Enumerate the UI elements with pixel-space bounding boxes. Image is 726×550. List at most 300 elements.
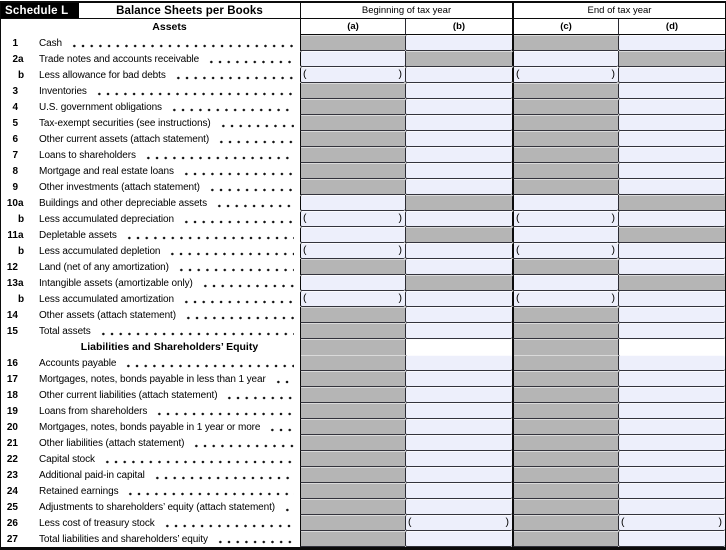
table-row	[1, 275, 725, 291]
row-label: Depletable assets	[39, 229, 117, 241]
row-label: Mortgages, notes, bonds payable in 1 year or more	[39, 421, 261, 433]
row-label-cell	[1, 83, 300, 99]
cell-d-input-field[interactable]	[618, 67, 725, 83]
cell-a-shaded	[300, 115, 405, 131]
cell-a-shaded	[300, 531, 405, 547]
table-row	[1, 35, 725, 51]
table-body	[1, 35, 725, 547]
row-label: Mortgage and real estate loans	[39, 165, 174, 177]
row-label: Land (net of any amortization)	[39, 261, 169, 273]
cell-d-input-field[interactable]	[618, 259, 725, 275]
cell-c-shaded	[512, 115, 618, 131]
row-label-cell	[1, 115, 300, 131]
row-label: Total liabilities and shareholders’ equity	[39, 533, 208, 545]
row-label-cell	[1, 531, 300, 547]
cell-b-shaded	[405, 227, 512, 243]
cell-b-input-field[interactable]	[405, 499, 512, 515]
cell-b-input-field[interactable]	[405, 419, 512, 435]
cell-c-shaded	[512, 467, 618, 483]
cell-c-shaded	[512, 259, 618, 275]
cell-c-input-field[interactable]	[512, 195, 618, 211]
dot-leader	[215, 195, 294, 211]
table-row	[1, 67, 725, 83]
row-label-cell	[1, 147, 300, 163]
dot-leader	[225, 387, 294, 403]
table-row	[1, 131, 725, 147]
row-label-cell	[1, 371, 300, 387]
cell-d-shaded	[618, 51, 725, 67]
table-row	[1, 419, 725, 435]
cell-b-input-field[interactable]	[405, 355, 512, 371]
cell-a-shaded	[300, 99, 405, 115]
cell-a-shaded	[300, 483, 405, 499]
cell-c-shaded	[512, 451, 618, 467]
dot-leader	[217, 131, 294, 147]
row-label-cell	[1, 387, 300, 403]
cell-c-input-field[interactable]	[512, 51, 618, 67]
row-label-cell	[1, 499, 300, 515]
table-row	[1, 163, 725, 179]
row-number: 27	[6, 533, 18, 545]
dot-leader	[274, 371, 294, 387]
table-row	[1, 467, 725, 483]
row-number: 25	[6, 501, 18, 513]
cell-b-input-field[interactable]	[405, 179, 512, 195]
dot-leader	[219, 115, 294, 131]
row-number: 24	[6, 485, 18, 497]
table-row	[1, 83, 725, 99]
cell-c-shaded	[512, 35, 618, 51]
cell-a-shaded	[300, 371, 405, 387]
row-number: 10	[6, 197, 18, 209]
row-label-cell	[1, 163, 300, 179]
cell-b-input-field[interactable]	[405, 131, 512, 147]
row-label: Buildings and other depreciable assets	[39, 197, 207, 209]
cell-b-input-field[interactable]	[405, 435, 512, 451]
table-row	[1, 355, 725, 371]
row-label-cell	[1, 67, 300, 83]
cell-b-shaded	[405, 195, 512, 211]
dot-leader	[170, 99, 294, 115]
row-label: Inventories	[39, 85, 87, 97]
cell-b-input-field[interactable]	[405, 467, 512, 483]
dot-leader	[125, 227, 294, 243]
table-row	[1, 323, 725, 339]
column-header-d: (d)	[618, 19, 725, 35]
cell-a-input-field[interactable]	[300, 227, 405, 243]
row-number: 7	[12, 149, 18, 161]
cell-d-input-field[interactable]	[618, 355, 725, 371]
beginning-of-tax-year-header: Beginning of tax year	[300, 3, 512, 18]
cell-b-input-field[interactable]	[405, 243, 512, 259]
cell-b-input-field[interactable]	[405, 371, 512, 387]
cell-d-input-field[interactable]	[618, 179, 725, 195]
row-number: 1	[12, 37, 18, 49]
cell-a-input-field[interactable]	[300, 67, 405, 83]
table-row	[1, 307, 725, 323]
cell-c-shaded	[512, 355, 618, 371]
cell-b-input-field[interactable]	[405, 211, 512, 227]
cell-c-input-field[interactable]	[512, 275, 618, 291]
cell-c-input-field[interactable]	[512, 243, 618, 259]
cell-d-input-field[interactable]	[618, 451, 725, 467]
dot-leader	[283, 499, 294, 515]
paren-open: (	[303, 68, 307, 80]
dot-leader	[216, 531, 294, 547]
cell-d-input-field[interactable]	[618, 323, 725, 339]
row-number: 18	[6, 389, 18, 401]
cell-a-shaded	[300, 323, 405, 339]
row-number: 15	[6, 325, 18, 337]
paren-close: )	[718, 516, 722, 528]
cell-c-shaded	[512, 323, 618, 339]
table-row	[1, 243, 725, 259]
dot-leader	[99, 323, 294, 339]
row-label-cell	[1, 355, 300, 371]
row-number: 26	[6, 517, 18, 529]
cell-b-input-field[interactable]	[405, 99, 512, 115]
row-label: Less accumulated amortization	[39, 293, 174, 305]
cell-d-input-field[interactable]	[618, 35, 725, 51]
cell-b-input-field[interactable]	[405, 483, 512, 499]
cell-c-shaded	[512, 419, 618, 435]
table-row	[1, 211, 725, 227]
row-label: Less allowance for bad debts	[39, 69, 166, 81]
dot-leader	[201, 275, 294, 291]
cell-d-input-field[interactable]	[618, 435, 725, 451]
schedule-badge	[1, 3, 79, 18]
paren-open: (	[516, 212, 520, 224]
row-number: 17	[6, 373, 18, 385]
cell-d-input-field[interactable]	[618, 387, 725, 403]
row-number: 21	[6, 437, 18, 449]
row-number: 22	[6, 453, 18, 465]
table-row	[1, 147, 725, 163]
row-label-cell	[1, 35, 300, 51]
cell-d-shaded	[618, 227, 725, 243]
row-label: Adjustments to shareholders’ equity (attach statement)	[39, 501, 276, 513]
row-label: Trade notes and accounts receivable	[39, 53, 200, 65]
row-number: 2	[12, 53, 18, 65]
table-row	[1, 371, 725, 387]
cell-d-input-field[interactable]	[618, 515, 725, 531]
cell-d-input-field[interactable]	[618, 403, 725, 419]
dot-leader	[177, 259, 294, 275]
schedule-badge-label: Schedule L	[5, 4, 69, 17]
row-number: 6	[12, 133, 18, 145]
table-row	[1, 195, 725, 211]
row-number-suffix: a	[18, 197, 24, 209]
cell-c-input-field[interactable]	[512, 67, 618, 83]
dot-leader	[103, 451, 294, 467]
cell-a-input-field[interactable]	[300, 211, 405, 227]
cell-a-shaded	[300, 163, 405, 179]
cell-d-input-field[interactable]	[618, 531, 725, 547]
dot-leader	[70, 35, 294, 51]
row-label: Loans from shareholders	[39, 405, 148, 417]
paren-open: (	[516, 244, 520, 256]
cell-a-input-field[interactable]	[300, 243, 405, 259]
paren-open: (	[516, 68, 520, 80]
row-label-cell	[1, 227, 300, 243]
cell-b-input-field[interactable]	[405, 147, 512, 163]
row-number-suffix: b	[18, 245, 25, 257]
row-label: Total assets	[39, 325, 91, 337]
row-number: 3	[12, 85, 18, 97]
cell-d-input-field[interactable]	[618, 307, 725, 323]
cell-b-input-field[interactable]	[405, 451, 512, 467]
dot-leader	[182, 291, 294, 307]
row-label: Cash	[39, 37, 62, 49]
row-number-suffix: a	[18, 277, 24, 289]
cell-a-shaded	[300, 467, 405, 483]
row-label: Tax-exempt securities (see instructions)	[39, 117, 211, 129]
cell-d-input-field[interactable]	[618, 371, 725, 387]
cell-a-shaded	[300, 131, 405, 147]
cell-b-input-field[interactable]	[405, 515, 512, 531]
paren-open: (	[516, 292, 520, 304]
cell-a-shaded	[300, 147, 405, 163]
cell-a-shaded	[300, 83, 405, 99]
table-row	[1, 259, 725, 275]
dot-leader	[182, 163, 294, 179]
row-label: Retained earnings	[39, 485, 119, 497]
row-number: 9	[12, 181, 18, 193]
paren-open: (	[621, 516, 625, 528]
table-row	[1, 115, 725, 131]
row-label-cell	[1, 275, 300, 291]
column-header-row	[1, 19, 725, 35]
cell-c-shaded	[512, 531, 618, 547]
row-label-cell	[1, 467, 300, 483]
cell-d-input-field[interactable]	[618, 211, 725, 227]
cell-b-input-field[interactable]	[405, 531, 512, 547]
cell-a-shaded	[300, 419, 405, 435]
dot-leader	[192, 435, 294, 451]
table-row	[1, 99, 725, 115]
cell-b-input-field[interactable]	[405, 67, 512, 83]
row-label-cell	[1, 403, 300, 419]
row-label-cell	[1, 99, 300, 115]
row-label-cell	[1, 243, 300, 259]
row-label: Intangible assets (amortizable only)	[39, 277, 193, 289]
row-number: 13	[6, 277, 18, 289]
paren-close: )	[398, 68, 402, 80]
cell-b-input-field[interactable]	[405, 163, 512, 179]
dot-leader	[95, 83, 294, 99]
cell-d-input-field[interactable]	[618, 99, 725, 115]
row-number: 23	[6, 469, 18, 481]
cell-a-shaded	[300, 259, 405, 275]
cell-a-shaded	[300, 403, 405, 419]
dot-leader	[174, 67, 294, 83]
cell-a-shaded	[300, 451, 405, 467]
row-label-cell	[1, 51, 300, 67]
end-of-tax-year-header: End of tax year	[512, 3, 725, 18]
row-label: U.S. government obligations	[39, 101, 162, 113]
table-row	[1, 291, 725, 307]
dot-leader	[184, 307, 294, 323]
cell-c-shaded	[512, 83, 618, 99]
row-number: 16	[6, 357, 18, 369]
cell-a-shaded	[300, 179, 405, 195]
cell-a-shaded	[300, 435, 405, 451]
cell-a-shaded	[300, 355, 405, 371]
table-title: Balance Sheets per Books	[116, 4, 263, 17]
row-number: 20	[6, 421, 18, 433]
row-label: Capital stock	[39, 453, 95, 465]
cell-c-input-field[interactable]	[512, 227, 618, 243]
dot-leader	[144, 147, 294, 163]
section-header-row	[1, 339, 725, 355]
cell-a-input-field[interactable]	[300, 275, 405, 291]
cell-d-input-field[interactable]	[618, 243, 725, 259]
row-number-suffix: b	[18, 213, 25, 225]
dot-leader	[168, 243, 294, 259]
table-row	[1, 499, 725, 515]
cell-c-shaded	[512, 499, 618, 515]
cell-d-input-field[interactable]	[618, 131, 725, 147]
paren-close: )	[611, 244, 615, 256]
row-label-cell	[1, 211, 300, 227]
cell-d-input-field[interactable]	[618, 419, 725, 435]
cell-a-shaded	[300, 307, 405, 323]
cell-a-shaded	[300, 387, 405, 403]
cell-d-input-field[interactable]	[618, 483, 725, 499]
paren-close: )	[505, 516, 509, 528]
row-number: 12	[6, 261, 18, 273]
row-number-suffix: b	[18, 69, 25, 81]
table-row	[1, 483, 725, 499]
row-label-cell	[1, 515, 300, 531]
row-label-cell	[1, 179, 300, 195]
dot-leader	[182, 211, 294, 227]
cell-d-input-field[interactable]	[618, 115, 725, 131]
cell-b-input-field[interactable]	[405, 35, 512, 51]
cell-c-shaded	[512, 131, 618, 147]
cell-b-shaded	[405, 51, 512, 67]
cell-d-shaded	[618, 275, 725, 291]
cell-a-shaded	[300, 35, 405, 51]
header-row	[1, 3, 725, 19]
cell-d-input-field[interactable]	[618, 291, 725, 307]
cell-c-input-field[interactable]	[512, 291, 618, 307]
table-row	[1, 451, 725, 467]
row-label-cell	[1, 483, 300, 499]
row-number: 8	[12, 165, 18, 177]
cell-a-input-field[interactable]	[300, 51, 405, 67]
row-label: Accounts payable	[39, 357, 117, 369]
paren-close: )	[398, 292, 402, 304]
row-label-cell	[1, 451, 300, 467]
cell-a-shaded	[300, 515, 405, 531]
cell-b-input-field[interactable]	[405, 323, 512, 339]
cell-c-shaded	[512, 147, 618, 163]
cell-d-input-field[interactable]	[618, 147, 725, 163]
dot-leader	[163, 515, 294, 531]
dot-leader	[155, 403, 294, 419]
cell-d-blank	[618, 339, 725, 355]
row-label: Mortgages, notes, bonds payable in less than 1 year	[39, 373, 266, 385]
cell-b-input-field[interactable]	[405, 387, 512, 403]
cell-d-input-field[interactable]	[618, 467, 725, 483]
cell-b-input-field[interactable]	[405, 115, 512, 131]
cell-c-shaded	[512, 307, 618, 323]
cell-b-input-field[interactable]	[405, 403, 512, 419]
table-row	[1, 51, 725, 67]
dot-leader	[207, 51, 294, 67]
cell-c-input-field[interactable]	[512, 211, 618, 227]
paren-close: )	[398, 212, 402, 224]
row-label-cell	[1, 291, 300, 307]
row-label: Less accumulated depletion	[39, 245, 161, 257]
cell-b-input-field[interactable]	[405, 291, 512, 307]
row-label-cell	[1, 307, 300, 323]
column-header-b: (b)	[405, 19, 512, 35]
cell-c-shaded	[512, 515, 618, 531]
row-label-cell	[1, 435, 300, 451]
cell-b-input-field[interactable]	[405, 307, 512, 323]
cell-c-shaded	[512, 371, 618, 387]
row-label: Additional paid-in capital	[39, 469, 145, 481]
cell-a-input-field[interactable]	[300, 195, 405, 211]
row-number: 4	[12, 101, 18, 113]
liabilities-section-title: Liabilities and Shareholders’ Equity	[80, 341, 259, 353]
cell-b-input-field[interactable]	[405, 259, 512, 275]
cell-c-shaded	[512, 163, 618, 179]
row-label: Less cost of treasury stock	[39, 517, 155, 529]
row-number-suffix: a	[18, 53, 24, 65]
cell-d-input-field[interactable]	[618, 83, 725, 99]
table-row	[1, 179, 725, 195]
row-label: Other assets (attach statement)	[39, 309, 176, 321]
row-label-cell	[1, 259, 300, 275]
paren-open: (	[303, 244, 307, 256]
column-header-c: (c)	[512, 19, 618, 35]
table-row	[1, 227, 725, 243]
dot-leader	[124, 355, 294, 371]
cell-a-shaded	[300, 499, 405, 515]
cell-a-shaded	[300, 339, 405, 355]
row-label-cell	[1, 131, 300, 147]
row-label: Loans to shareholders	[39, 149, 136, 161]
cell-c-shaded	[512, 99, 618, 115]
table-row	[1, 531, 725, 547]
column-header-a: (a)	[300, 19, 405, 35]
cell-a-input-field[interactable]	[300, 291, 405, 307]
cell-c-shaded	[512, 483, 618, 499]
row-number: 5	[12, 117, 18, 129]
cell-d-input-field[interactable]	[618, 163, 725, 179]
row-label: Other liabilities (attach statement)	[39, 437, 185, 449]
row-label-cell	[1, 323, 300, 339]
paren-close: )	[611, 212, 615, 224]
row-number-suffix: a	[18, 229, 24, 241]
row-label-cell	[1, 195, 300, 211]
table-row	[1, 387, 725, 403]
dot-leader	[208, 179, 294, 195]
paren-close: )	[611, 68, 615, 80]
row-number: 11	[7, 229, 18, 241]
paren-close: )	[398, 244, 402, 256]
cell-c-shaded	[512, 179, 618, 195]
cell-c-shaded	[512, 339, 618, 355]
dot-leader	[268, 419, 294, 435]
cell-d-input-field[interactable]	[618, 499, 725, 515]
cell-b-input-field[interactable]	[405, 83, 512, 99]
assets-section-title: Assets	[152, 21, 187, 33]
table-row	[1, 403, 725, 419]
